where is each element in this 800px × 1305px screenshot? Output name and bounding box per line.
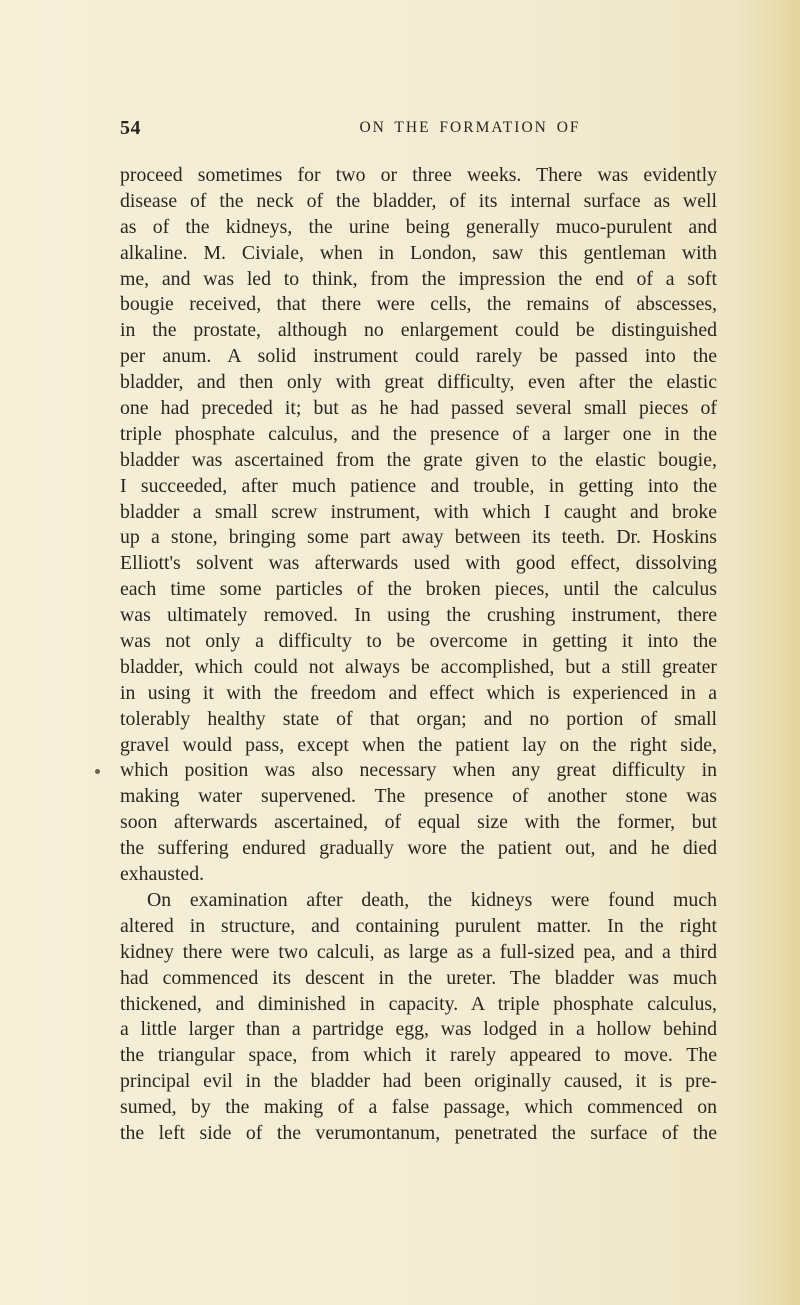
text-line: one had preceded it; but as he had passed several small pieces of [120,397,717,420]
text-line: bladder, and then only with great difficulty, even after the elastic [120,371,717,394]
text-line: triple phosphate calculus, and the presence of a larger one in the [120,422,717,445]
text-line: Elliott's solvent was afterwards used with good effect, dissolving [120,552,717,575]
text-line: alkaline. M. Civiale, when in London, saw this gentleman with [120,241,717,264]
ink-spot [95,769,100,774]
text-line: up a stone, bringing some part away between its teeth. Dr. Hoskins [120,526,717,549]
text-line: thickened, and diminished in capacity. A triple phosphate calculus, [120,992,717,1015]
text-line-paragraph-end: exhausted. [120,863,205,886]
text-line: making water supervened. The presence of another stone was [120,785,717,808]
text-line: bladder, which could not always be accomplished, but a still greater [120,655,717,678]
text-line: in the prostate, although no enlargement could be distinguished [120,319,717,342]
text-line: altered in structure, and containing purulent matter. In the right [120,914,717,937]
body-text [120,163,717,1147]
text-line: I succeeded, after much patience and trouble, in getting into the [120,474,717,497]
page-number: 54 [120,117,141,139]
running-head: ON THE FORMATION OF [359,119,581,136]
text-line: disease of the neck of the bladder, of its internal surface as well [120,189,717,212]
text-line: bladder was ascertained from the grate given to the elastic bougie, [120,448,717,471]
text-line: was not only a difficulty to be overcome in getting it into the [120,630,717,653]
text-line: which position was also necessary when any great difficulty in [120,759,717,782]
text-line: had commenced its descent in the ureter. The bladder was much [120,966,717,989]
text-line: each time some particles of the broken pieces, until the calculus [120,578,717,601]
text-line: bougie received, that there were cells, the remains of abscesses, [120,293,717,316]
text-line: me, and was led to think, from the impression the end of a soft [120,267,717,290]
text-line: sumed, by the making of a false passage, which commenced on [120,1096,717,1119]
text-line: gravel would pass, except when the patient lay on the right side, [120,733,717,756]
text-line: in using it with the freedom and effect which is experienced in a [120,681,717,704]
text-line: soon afterwards ascertained, of equal size with the former, but [120,811,717,834]
text-line: a little larger than a partridge egg, was lodged in a hollow behind [120,1018,717,1041]
text-line: bladder a small screw instrument, with which I caught and broke [120,500,717,523]
page-header [120,117,720,141]
text-line: the triangular space, from which it rarely appeared to move. The [120,1044,717,1067]
text-line-paragraph-start: On examination after death, the kidneys were found much [147,888,717,911]
text-line: per anum. A solid instrument could rarely be passed into the [120,345,717,368]
text-line: principal evil in the bladder had been originally caused, it is pre- [120,1070,717,1093]
text-line: tolerably healthy state of that organ; and no portion of small [120,707,717,730]
text-line: the suffering endured gradually wore the patient out, and he died [120,837,717,860]
text-line: was ultimately removed. In using the crushing instrument, there [120,604,717,627]
page-edge-shadow [786,0,800,1305]
text-line: kidney there were two calculi, as large as a full-sized pea, and a third [120,940,717,963]
text-line: proceed sometimes for two or three weeks. There was evidently [120,164,717,186]
text-line: as of the kidneys, the urine being generally muco-purulent and [120,215,717,238]
text-line: the left side of the verumontanum, penetrated the surface of the [120,1121,717,1144]
